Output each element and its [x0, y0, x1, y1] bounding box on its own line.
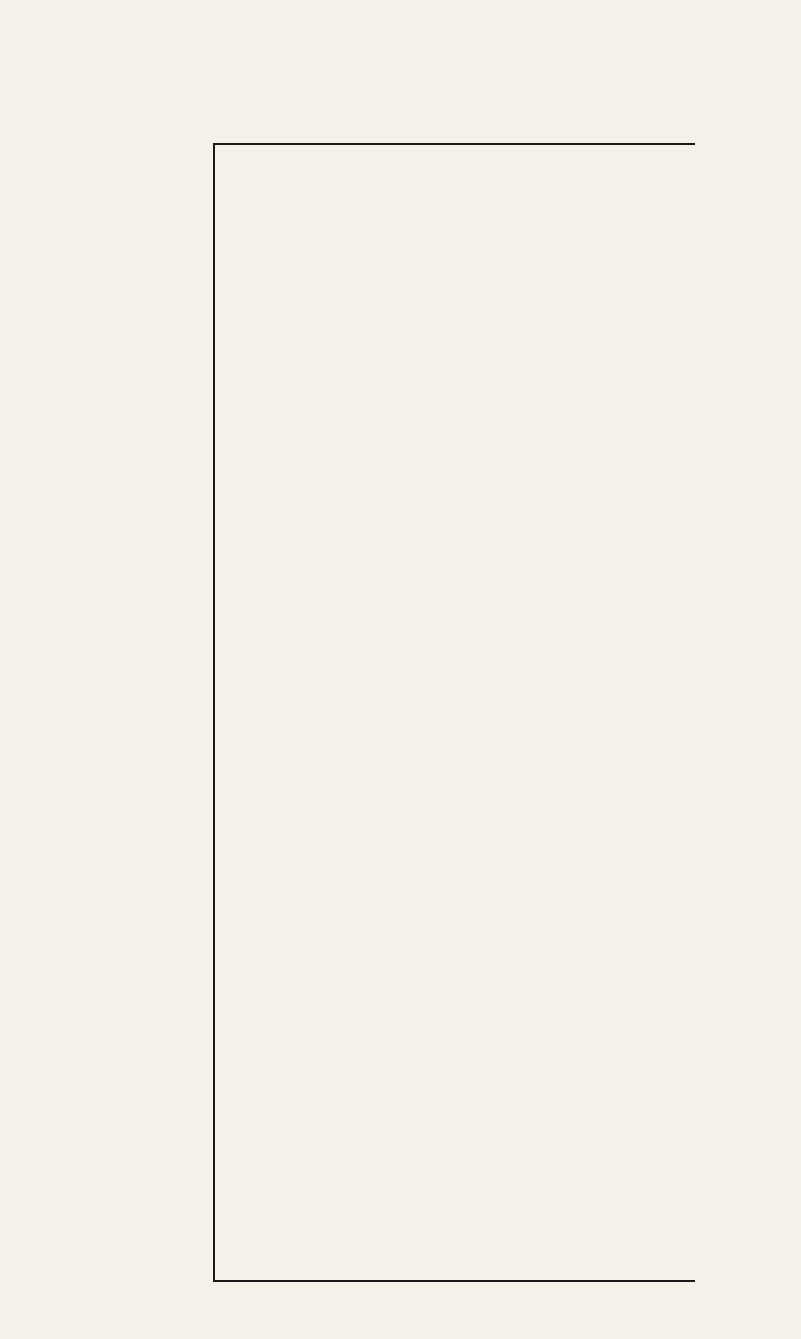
table-frame — [213, 143, 695, 1282]
